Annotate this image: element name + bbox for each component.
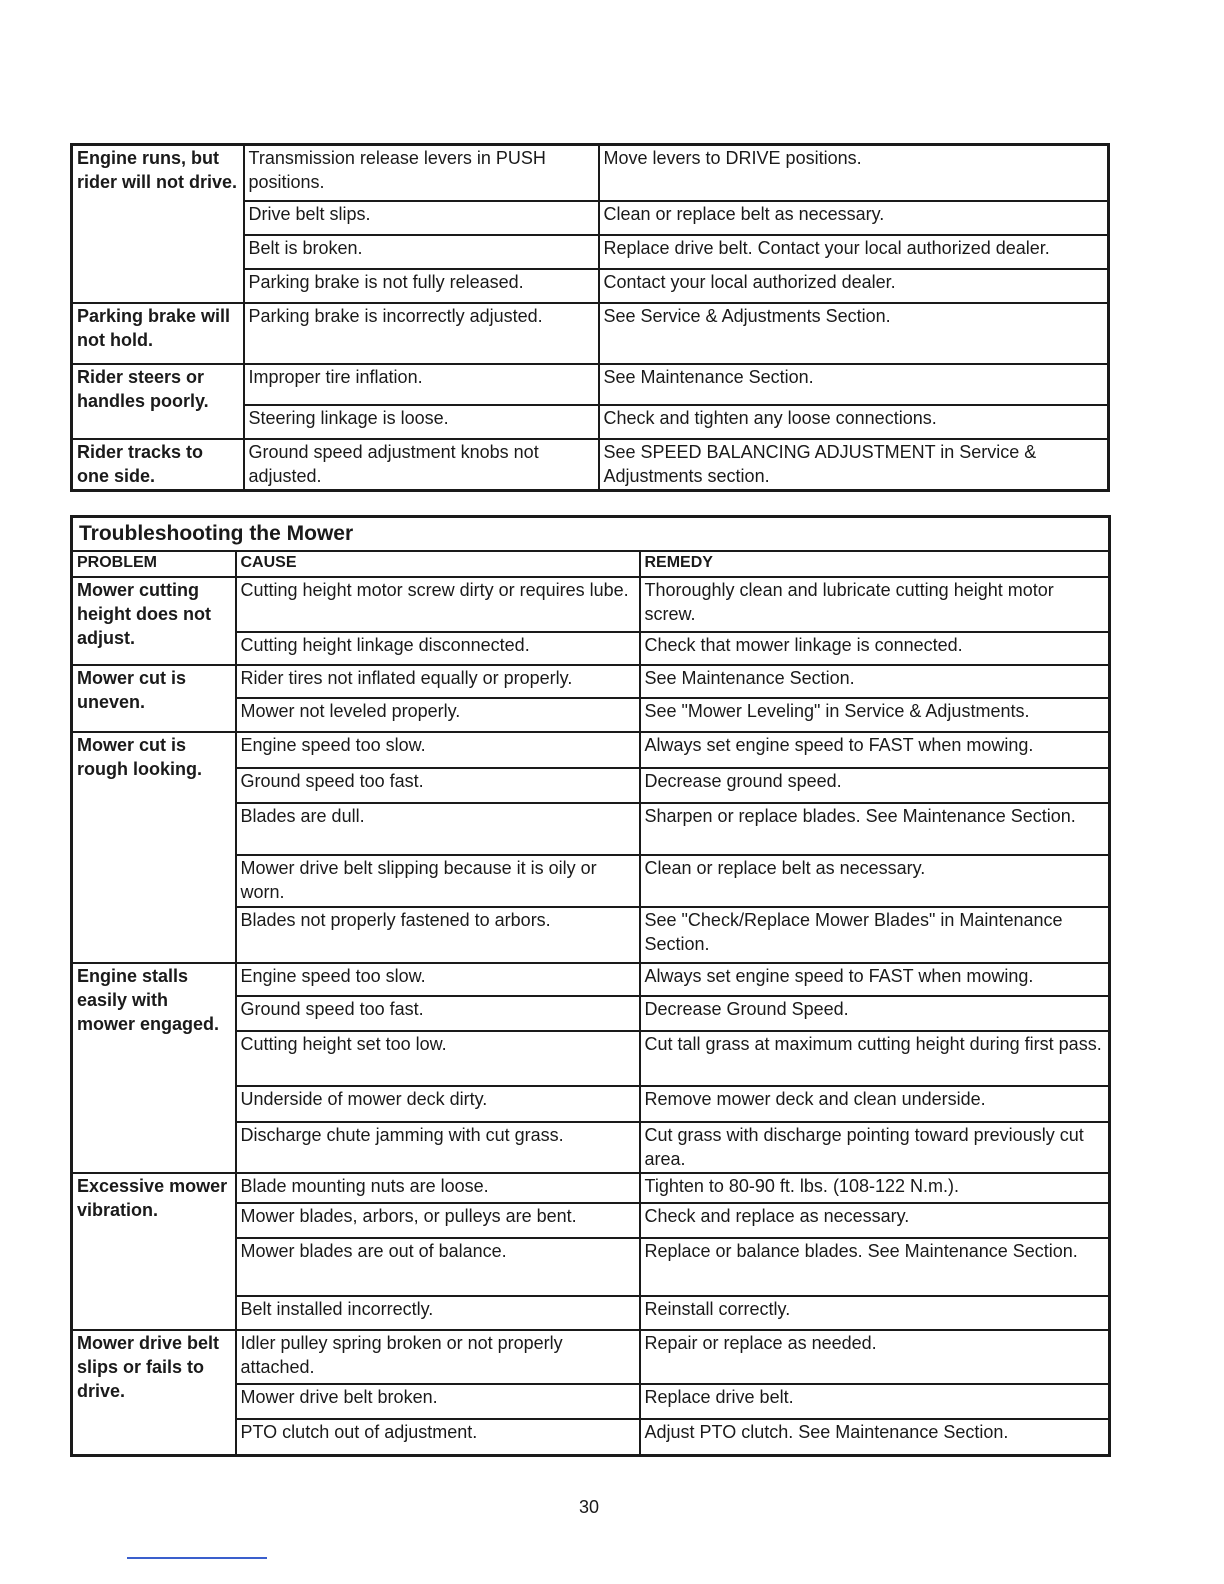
remedy-cell: Replace drive belt. Contact your local authorized dealer.: [599, 235, 1109, 269]
remedy-cell: Sharpen or replace blades. See Maintenance Section.: [640, 803, 1110, 855]
remedy-cell: Cut tall grass at maximum cutting height during first pass.: [640, 1031, 1110, 1086]
table-row: [72, 963, 1110, 996]
cause-cell: Improper tire inflation.: [244, 364, 599, 405]
problem-cell: Mower cut is uneven.: [72, 665, 236, 732]
remedy-cell: See Maintenance Section.: [599, 364, 1109, 405]
remedy-cell: See "Mower Leveling" in Service & Adjustments.: [640, 698, 1110, 732]
cause-cell: Rider tires not inflated equally or properly.: [236, 665, 640, 698]
cause-cell: Blades are dull.: [236, 803, 640, 855]
cause-cell: Underside of mower deck dirty.: [236, 1086, 640, 1122]
problem-cell: Parking brake will not hold.: [72, 303, 244, 364]
cause-cell: Engine speed too slow.: [236, 732, 640, 768]
cause-cell: Drive belt slips.: [244, 201, 599, 235]
table-row: [72, 1330, 1110, 1384]
cause-cell: Mower drive belt slipping because it is oily or worn.: [236, 855, 640, 907]
cause-cell: Ground speed too fast.: [236, 768, 640, 803]
cause-cell: Cutting height motor screw dirty or requires lube.: [236, 577, 640, 632]
remedy-cell: Check and replace as necessary.: [640, 1203, 1110, 1238]
cause-cell: Mower blades are out of balance.: [236, 1238, 640, 1296]
cause-cell: Blade mounting nuts are loose.: [236, 1173, 640, 1203]
remedy-cell: Always set engine speed to FAST when mowing.: [640, 732, 1110, 768]
remedy-cell: Tighten to 80-90 ft. lbs. (108-122 N.m.).: [640, 1173, 1110, 1203]
cause-cell: Discharge chute jamming with cut grass.: [236, 1122, 640, 1173]
cause-cell: Ground speed adjustment knobs not adjusted.: [244, 439, 599, 491]
table-row: [72, 1173, 1110, 1203]
problem-cell: Mower cutting height does not adjust.: [72, 577, 236, 665]
mower-troubleshooting-table: [70, 515, 1111, 1457]
remedy-cell: Cut grass with discharge pointing toward previously cut area.: [640, 1122, 1110, 1173]
table-row: [72, 732, 1110, 768]
remedy-cell: Thoroughly clean and lubricate cutting height motor screw.: [640, 577, 1110, 632]
cause-cell: Idler pulley spring broken or not properly attached.: [236, 1330, 640, 1384]
problem-cell: Excessive mower vibration.: [72, 1173, 236, 1330]
remedy-cell: Move levers to DRIVE positions.: [599, 145, 1109, 201]
remedy-cell: See Service & Adjustments Section.: [599, 303, 1109, 364]
table-row: [72, 665, 1110, 698]
remedy-cell: Always set engine speed to FAST when mowing.: [640, 963, 1110, 996]
remedy-cell: Check that mower linkage is connected.: [640, 632, 1110, 665]
scan-artifact-line: [127, 1557, 267, 1559]
rider-troubleshooting-table: [70, 143, 1110, 492]
table-row: [72, 303, 1109, 364]
remedy-cell: Repair or replace as needed.: [640, 1330, 1110, 1384]
cause-cell: Parking brake is incorrectly adjusted.: [244, 303, 599, 364]
header-cause: CAUSE: [236, 551, 640, 577]
cause-cell: Engine speed too slow.: [236, 963, 640, 996]
table-title-row: [72, 517, 1110, 552]
cause-cell: Belt is broken.: [244, 235, 599, 269]
table-row: [72, 577, 1110, 632]
table-row: [72, 439, 1109, 491]
remedy-cell: Remove mower deck and clean underside.: [640, 1086, 1110, 1122]
problem-cell: Engine runs, but rider will not drive.: [72, 145, 244, 303]
header-remedy: REMEDY: [640, 551, 1110, 577]
problem-cell: Rider steers or handles poorly.: [72, 364, 244, 439]
remedy-cell: Reinstall correctly.: [640, 1296, 1110, 1330]
remedy-cell: Decrease ground speed.: [640, 768, 1110, 803]
cause-cell: Parking brake is not fully released.: [244, 269, 599, 303]
remedy-cell: Replace drive belt.: [640, 1384, 1110, 1419]
page-number: 30: [578, 1497, 600, 1517]
problem-cell: Rider tracks to one side.: [72, 439, 244, 491]
header-problem: PROBLEM: [72, 551, 236, 577]
remedy-cell: Check and tighten any loose connections.: [599, 405, 1109, 439]
problem-cell: Engine stalls easily with mower engaged.: [72, 963, 236, 1173]
cause-cell: Mower not leveled properly.: [236, 698, 640, 732]
remedy-cell: Decrease Ground Speed.: [640, 996, 1110, 1031]
cause-cell: Ground speed too fast.: [236, 996, 640, 1031]
cause-cell: PTO clutch out of adjustment.: [236, 1419, 640, 1455]
cause-cell: Cutting height linkage disconnected.: [236, 632, 640, 665]
remedy-cell: See Maintenance Section.: [640, 665, 1110, 698]
remedy-cell: Clean or replace belt as necessary.: [599, 201, 1109, 235]
table-title: Troubleshooting the Mower: [72, 517, 1110, 552]
cause-cell: Transmission release levers in PUSH positions.: [244, 145, 599, 201]
cause-cell: Belt installed incorrectly.: [236, 1296, 640, 1330]
table-row: [72, 145, 1109, 201]
cause-cell: Mower blades, arbors, or pulleys are bent.: [236, 1203, 640, 1238]
remedy-cell: Clean or replace belt as necessary.: [640, 855, 1110, 907]
problem-cell: Mower cut is rough looking.: [72, 732, 236, 963]
remedy-cell: Adjust PTO clutch. See Maintenance Section.: [640, 1419, 1110, 1455]
remedy-cell: Replace or balance blades. See Maintenance Section.: [640, 1238, 1110, 1296]
remedy-cell: See "Check/Replace Mower Blades" in Maintenance Section.: [640, 907, 1110, 963]
remedy-cell: Contact your local authorized dealer.: [599, 269, 1109, 303]
cause-cell: Steering linkage is loose.: [244, 405, 599, 439]
cause-cell: Mower drive belt broken.: [236, 1384, 640, 1419]
table-header-row: [72, 551, 1110, 577]
remedy-cell: See SPEED BALANCING ADJUSTMENT in Service & Adjustments section.: [599, 439, 1109, 491]
cause-cell: Cutting height set too low.: [236, 1031, 640, 1086]
table-row: [72, 364, 1109, 405]
problem-cell: Mower drive belt slips or fails to drive.: [72, 1330, 236, 1455]
cause-cell: Blades not properly fastened to arbors.: [236, 907, 640, 963]
